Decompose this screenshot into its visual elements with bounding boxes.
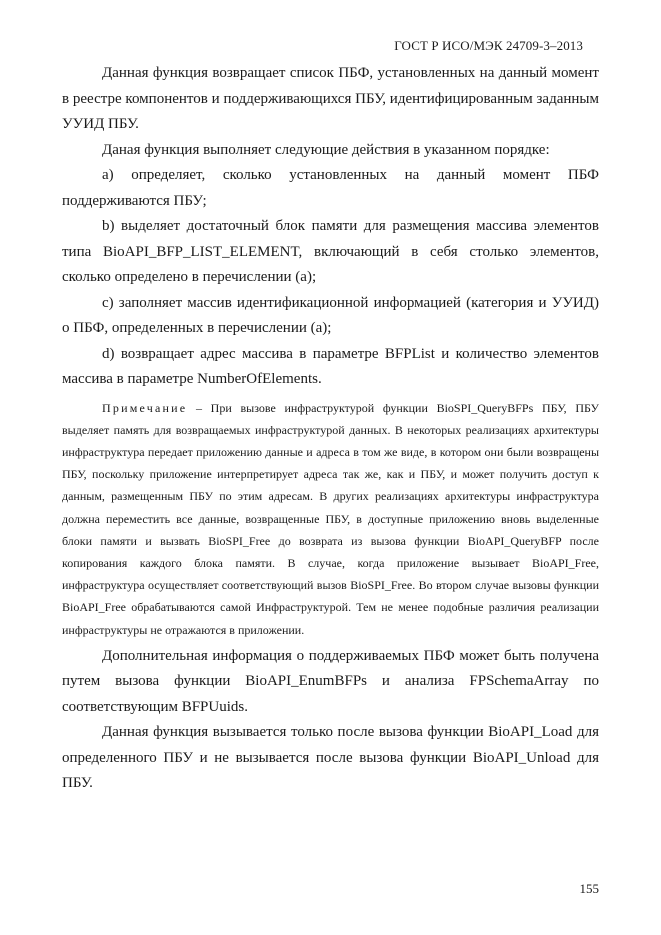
list-item-c: c) заполняет массив идентификационной информацией (категория и УУИД) о ПБФ, определенных в перечислении (a); bbox=[62, 294, 599, 336]
note-text: – При вызове инфраструктурой функции BioSPI_QueryBFPs ПБУ, ПБУ выделяет память для возвращаемых инфраструктурой данных. В некоторых реализациях архитектуры инфраструктура передает приложению данные и адреса в том же виде, в котором они были возвращены ПБУ, поскольку приложение интерпретирует адреса так же, как и ПБУ, и может получить доступ к данным, размещенным ПБУ по этим адресам. В других реализациях архитектуры инфраструктура должна переместить все данные, возвращенные ПБУ, в доступные приложению вновь выделенные блоки памяти и вызвать BioSPI_Free до возврата из вызова функции BioAPI_QueryBFP после копирования каждого блока памяти. В случае, когда приложение вызывает BioAPI_Free, инфраструктура осуществляет соответствующий вызов BioSPI_Free. Во втором случае вызовы функции BioAPI_Free обрабатываются самой Инфраструктурой. Тем не менее подобные различия реализации инфраструктуры не отражаются в приложении. bbox=[62, 400, 599, 637]
note-paragraph bbox=[62, 397, 599, 641]
paragraph-description: Данная функция возвращает список ПБФ, установленных на данный момент в реестре компонентов и поддерживающихся ПБУ, идентифицированным заданным УУИД ПБУ. bbox=[62, 65, 599, 132]
page-number: 155 bbox=[579, 881, 599, 896]
list-item-b: b) выделяет достаточный блок памяти для размещения массива элементов типа BioAPI_BFP_LIST_ELEMENT, включающий в себя столько элементов, сколько определено в перечислении (a); bbox=[62, 218, 599, 285]
paragraph-additional-info: Дополнительная информация о поддерживаемых ПБФ может быть получена путем вызова функции BioAPI_EnumBFPs и анализа FPSchemaArray по соответствующим BFPUuids. bbox=[62, 647, 599, 715]
paragraph-call-order: Данная функция вызывается только после вызова функции BioAPI_Load для определенного ПБУ и не вызывается после вызова функции BioAPI_Unload для ПБУ. bbox=[62, 724, 599, 792]
paragraph-actions-intro: Даная функция выполняет следующие действия в указанном порядке: bbox=[102, 141, 550, 158]
body-text bbox=[62, 61, 599, 797]
list-item-d: d) возвращает адрес массива в параметре BFPList и количество элементов массива в параметре NumberOfElements. bbox=[62, 345, 599, 387]
list-item-a: a) определяет, сколько установленных на данный момент ПБФ поддерживаются ПБУ; bbox=[62, 167, 599, 209]
standard-header: ГОСТ Р ИСО/МЭК 24709-3–2013 bbox=[394, 38, 583, 53]
note-label: Примечание bbox=[102, 400, 188, 415]
